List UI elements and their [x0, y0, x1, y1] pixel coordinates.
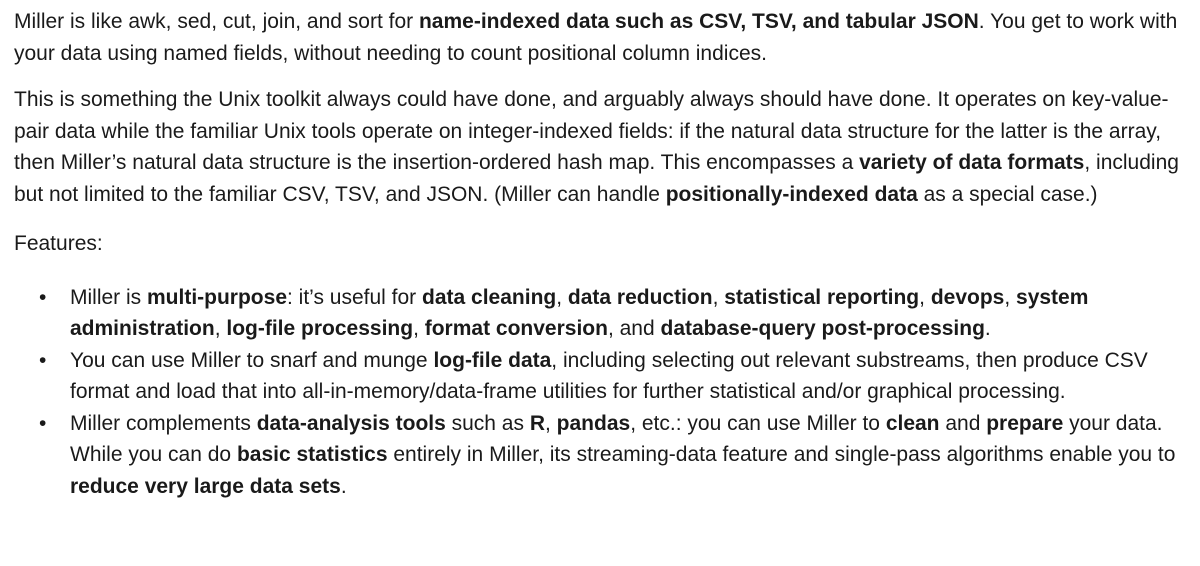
item3-text: , etc.: you can use Miller to: [630, 411, 886, 435]
item1-text: ,: [214, 317, 227, 340]
item3-bold: data-analysis tools: [256, 411, 446, 435]
item3-bold: pandas: [556, 411, 631, 435]
bullet-icon: •: [39, 285, 47, 309]
intro-text-1: Miller is like awk, sed, cut, join, and sort for: [14, 10, 419, 33]
list-item: [39, 282, 1186, 345]
item1-text: ,: [556, 285, 568, 309]
para2-text-2: , including but not limited to the familiar CSV, TSV, and JSON. (Miller can handle: [14, 151, 1179, 206]
item1-bold: format conversion: [424, 317, 608, 340]
intro-text-2: . You get to work with your data using named fields, without needing to count positional column indices.: [14, 10, 1178, 65]
para2-text-1: This is something the Unix toolkit always could have done, and arguably always should have done. It operates on key-value-pair data while the familiar Unix tools operate on integer-indexed fields: if the natural data structure for the latter is the array, then Miller’s natural data structure is the insertion-ordered hash map. This encompasses a: [14, 88, 1169, 174]
item1-bold: data cleaning: [422, 285, 557, 309]
features-list: [14, 282, 1186, 503]
bullet-icon: •: [39, 411, 47, 435]
intro-bold-name-indexed: name-indexed data such as CSV, TSV, and tabular JSON: [418, 10, 979, 33]
item1-bold: multi-purpose: [147, 285, 287, 309]
para2-bold-variety-of-formats: variety of data formats: [859, 151, 1085, 174]
item3-text: entirely in Miller, its streaming-data feature and single-pass algorithms enable you to: [387, 443, 1176, 466]
item3-text: your data. While you can do: [70, 411, 1163, 466]
para2-bold-positionally-indexed: positionally-indexed data: [665, 182, 918, 206]
item1-text: ,: [712, 285, 725, 309]
item1-bold: system administration: [70, 285, 1089, 340]
item1-bold: database-query post-processing: [660, 317, 985, 340]
item1-text: Miller is: [70, 285, 147, 309]
item1-text: .: [984, 317, 991, 340]
item3-bold: R: [529, 411, 545, 435]
item1-bold: devops: [930, 285, 1005, 309]
item1-text: , and: [607, 317, 661, 340]
item1-bold: data reduction: [567, 285, 713, 309]
list-item: [39, 345, 1186, 408]
item3-bold: prepare: [986, 411, 1064, 435]
intro-paragraph: [14, 6, 1186, 69]
item2-bold: log-file data: [433, 348, 552, 372]
item1-text: : it’s useful for: [287, 285, 423, 309]
item3-bold: clean: [885, 411, 940, 435]
item3-text: .: [340, 474, 347, 498]
list-item: [39, 408, 1186, 503]
item3-bold: basic statistics: [236, 443, 388, 466]
item1-text: ,: [413, 317, 425, 340]
features-heading: Features:: [14, 232, 103, 255]
item2-text: You can use Miller to snarf and munge: [70, 348, 434, 372]
unix-toolkit-paragraph: [14, 84, 1186, 210]
item3-bold: reduce very large data sets: [70, 474, 341, 498]
item2-text: , including selecting out relevant substreams, then produce CSV format and load that into all-in-memory/data-frame utilities for further statistical and/or graphical processing.: [70, 348, 1148, 403]
item1-text: ,: [1004, 285, 1017, 309]
bullet-icon: •: [39, 348, 47, 372]
item1-text: ,: [919, 285, 931, 309]
item3-text: and: [939, 411, 987, 435]
item1-bold: statistical reporting: [724, 285, 920, 309]
para2-text-3: as a special case.): [917, 182, 1098, 206]
item3-text: ,: [545, 411, 557, 435]
item1-bold: log-file processing: [226, 317, 414, 340]
item3-text: such as: [445, 411, 530, 435]
item3-text: Miller complements: [70, 411, 257, 435]
